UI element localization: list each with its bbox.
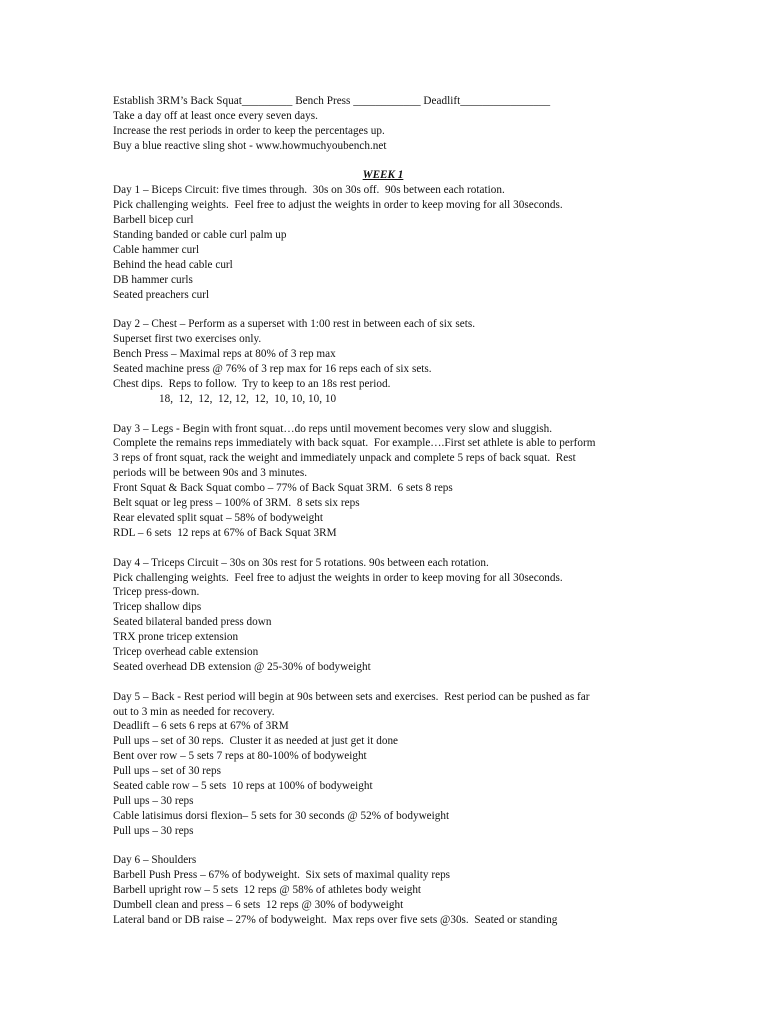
day6-line: Lateral band or DB raise – 27% of bodyweight. Max reps over five sets @30s. Seated or standing [113,913,558,926]
day4-line: Pick challenging weights. Feel free to adjust the weights in order to keep moving for all 30seconds. [113,571,563,584]
day1-line: Cable hammer curl [113,243,200,256]
document-body [113,94,733,928]
day4-line: Tricep press-down. [113,586,200,599]
day1-line: Barbell bicep curl [113,214,194,227]
day3-section [113,422,733,541]
day5-line: Seated cable row – 5 sets 10 reps at 100% of bodyweight [113,779,373,792]
spacer [113,154,733,169]
day2-line: Seated machine press @ 76% of 3 rep max for 16 reps each of six sets. [113,363,432,376]
intro-line: Increase the rest periods in order to keep the percentages up. [113,124,385,137]
day5-line: Pull ups – 30 reps [113,794,194,807]
spacer [113,675,733,690]
day6-section [113,853,733,927]
day2-rep-scheme: 18, 12, 12, 12, 12, 12, 10, 10, 10, 10 [159,392,337,405]
day6-line: Dumbell clean and press – 6 sets 12 reps @ 30% of bodyweight [113,899,404,912]
day1-line: Seated preachers curl [113,288,210,301]
spacer [113,541,733,556]
day5-line: Day 5 – Back - Rest period will begin at 90s between sets and exercises. Rest period can be pushed as far [113,690,590,703]
day1-line: Pick challenging weights. Feel free to adjust the weights in order to keep moving for all 30seconds. [113,199,563,212]
day3-line: 3 reps of front squat, rack the weight and immediately unpack and complete 5 reps of back squat. Rest [113,452,576,465]
week-heading-text: WEEK 1 [362,169,404,182]
intro-line: Establish 3RM’s Back Squat_________ Bench Press ____________ Deadlift________________ [113,95,551,107]
day3-line: RDL – 6 sets 12 reps at 67% of Back Squat 3RM [113,526,337,539]
day2-line: Day 2 – Chest – Perform as a superset with 1:00 rest in between each of six sets. [113,318,476,331]
day1-line: Day 1 – Biceps Circuit: five times through. 30s on 30s off. 90s between each rotation. [113,184,505,197]
day3-line: Complete the remains reps immediately with back squat. For example….First set athlete is able to perform [113,437,596,450]
day5-line: Bent over row – 5 sets 7 reps at 80-100% of bodyweight [113,750,367,763]
day4-line: Tricep overhead cable extension [113,645,259,658]
day5-section [113,690,733,839]
day4-line: Tricep shallow dips [113,601,202,614]
day3-line: Day 3 – Legs - Begin with front squat…do reps until movement becomes very slow and sluggish. [113,422,553,435]
day5-line: Pull ups – set of 30 reps. Cluster it as needed at just get it done [113,735,399,748]
week-heading [113,168,653,183]
spacer [113,839,733,854]
intro-section [113,94,733,154]
day4-line: Day 4 – Triceps Circuit – 30s on 30s rest for 5 rotations. 90s between each rotation. [113,556,489,569]
day4-line: Seated bilateral banded press down [113,616,272,629]
day2-line: Chest dips. Reps to follow. Try to keep to an 18s rest period. [113,377,391,390]
day5-line: out to 3 min as needed for recovery. [113,705,275,718]
day1-section [113,183,733,302]
day3-line: Belt squat or leg press – 100% of 3RM. 8 sets six reps [113,497,360,510]
day1-line: DB hammer curls [113,273,193,286]
day6-line: Barbell upright row – 5 sets 12 reps @ 58% of athletes body weight [113,884,422,897]
day2-line: Bench Press – Maximal reps at 80% of 3 rep max [113,348,336,361]
day2-section [113,317,733,406]
day5-line: Deadlift – 6 sets 6 reps at 67% of 3RM [113,720,289,733]
day6-line: Barbell Push Press – 67% of bodyweight. Six sets of maximal quality reps [113,869,451,882]
day4-line: TRX prone tricep extension [113,631,239,644]
spacer [113,407,733,422]
day3-line: Rear elevated split squat – 58% of bodyweight [113,511,323,524]
day4-section [113,556,733,675]
day5-line: Pull ups – set of 30 reps [113,765,222,778]
day4-line: Seated overhead DB extension @ 25-30% of bodyweight [113,660,371,673]
day5-line: Cable latisimus dorsi flexion– 5 sets for 30 seconds @ 52% of bodyweight [113,809,450,822]
day1-line: Standing banded or cable curl palm up [113,229,287,242]
day5-line: Pull ups – 30 reps [113,824,194,837]
intro-line: Buy a blue reactive sling shot - www.howmuchyoubench.net [113,139,387,152]
day3-line: periods will be between 90s and 3 minutes. [113,467,308,480]
day6-line: Day 6 – Shoulders [113,854,197,867]
day2-line: Superset first two exercises only. [113,333,262,346]
intro-line: Take a day off at least once every seven days. [113,109,318,122]
day1-line: Behind the head cable curl [113,258,233,271]
day3-line: Front Squat & Back Squat combo – 77% of Back Squat 3RM. 6 sets 8 reps [113,482,453,495]
spacer [113,302,733,317]
